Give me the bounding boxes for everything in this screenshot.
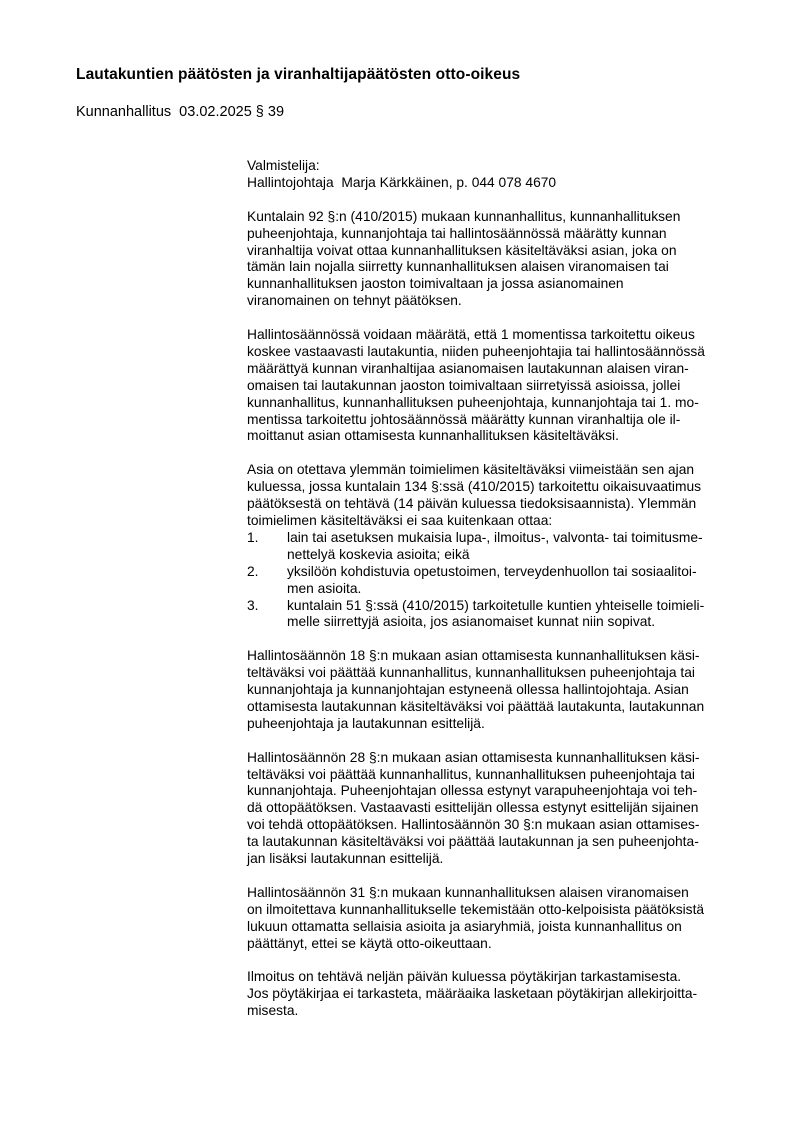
text-line: viranomainen on tehnyt päätöksen. [247,293,462,309]
text-line: teltäväksi voi päättää kunnanhallitus, kunnanhallituksen puheenjohtaja tai [247,665,695,681]
text-line: teltäväksi voi päättää kunnanhallitus, kunnanhallituksen puheenjohtaja tai [247,766,695,782]
text-line: Ilmoitus on tehtävä neljän päivän kuluessa pöytäkirjan tarkastamisesta. [247,969,682,985]
document-title: Lautakuntien päätösten ja viranhaltijapäätösten otto-oikeus [76,66,521,83]
text-line: yksilöön kohdistuvia opetustoimen, terveydenhuollon tai sosiaalitoi- [287,563,697,579]
text-line: melle siirrettyjä asioita, jos asianomaiset kunnat niin sopivat. [287,614,656,630]
paragraph-hallintosaanto-18 [247,648,757,733]
paragraph-maaraaika-intro [247,462,757,530]
list-item-text [287,598,757,632]
text-line: kuntalain 51 §:ssä (410/2015) tarkoitetulle kuntien yhteiselle toimieli- [287,597,705,613]
text-line: lukuun ottamatta sellaisia asioita ja asiaryhmiä, joista kunnanhallitus on [247,918,682,934]
text-line: Hallintojohtaja Marja Kärkkäinen, p. 044 078 4670 [247,174,557,190]
text-line: ottamisesta lautakunnan käsiteltäväksi voi päättää lautakunta, lautakunnan [247,698,705,714]
text-line: voi tehdä ottopäätöksen. Hallintosäännön 30 §:n mukaan asian ottamises- [247,817,700,833]
text-line: nettelyä koskevia asioita; eikä [287,546,470,562]
text-line: Asia on otettava ylemmän toimielimen käsiteltäväksi viimeistään sen ajan [247,462,695,478]
text-line: moittanut asian ottamisesta kunnanhallituksen käsiteltäväksi. [247,428,619,444]
text-line: määrättyä kunnan viranhaltijaa asianomaisen lautakunnan alaisen viran- [247,360,689,376]
paragraph-kuntalaki-92 [247,209,757,310]
text-line: päättänyt, ettei se käytä otto-oikeuttaan. [247,935,492,951]
text-line: koskee vastaavasti lautakuntia, niiden puheenjohtajia tai hallintosäännössä [247,343,705,359]
text-line: kunnanjohtaja. Puheenjohtajan ollessa estynyt varapuheenjohtaja voi teh- [247,783,698,799]
text-line: mentissa tarkoitettu johtosäännössä määrätty kunnan viranhaltija ole il- [247,411,681,427]
paragraph-hallintosaanto-28-30 [247,750,757,868]
text-line: Hallintosäännössä voidaan määrätä, että 1 momentissa tarkoitettu oikeus [247,327,695,343]
list-item-number: 1. [247,529,259,545]
text-line: toimielimen käsiteltäväksi ei saa kuitenkaan ottaa: [247,512,553,528]
list-item [247,530,757,564]
list-item [247,564,757,598]
paragraph-hallintosaanto-31 [247,885,757,953]
text-line: dä ottopäätöksen. Vastaavasti esittelijän ollessa estynyt esittelijän sijainen [247,800,699,816]
text-line: omaisen tai lautakunnan jaoston toimivaltaan siirretyissä asioissa, jollei [247,377,681,393]
text-line: puheenjohtaja, kunnanjohtaja tai hallintosäännössä määrätty kunnan [247,225,667,241]
excluded-matters-list [247,530,757,631]
text-line: ta lautakunnan käsiteltäväksi voi päättää lautakunnan ja sen puheenjohta- [247,834,699,850]
text-line: lain tai asetuksen mukaisia lupa-, ilmoitus-, valvonta- tai toimitusme- [287,529,703,545]
text-line: men asioita. [287,580,362,596]
text-line: viranhaltija voivat ottaa kunnanhallituksen käsiteltäväksi asian, joka on [247,242,677,258]
text-line: Hallintosäännön 31 §:n mukaan kunnanhallituksen alaisen viranomaisen [247,884,689,900]
text-line: Hallintosäännön 18 §:n mukaan asian ottamisesta kunnanhallituksen käsi- [247,648,700,664]
text-line: Valmistelija: [247,158,320,173]
document-header-line: Kunnanhallitus 03.02.2025 § 39 [76,104,285,120]
text-line: jan lisäksi lautakunnan esittelijä. [247,851,444,867]
text-line: kunnanjohtaja ja kunnanjohtajan estyneenä ollessa hallintojohtaja. Asian [247,682,689,698]
paragraph-hallintosaanto-maarays [247,327,757,445]
text-line: misesta. [247,1003,299,1019]
text-line: kunnanhallituksen jaoston toimivaltaan ja jossa asianomainen [247,276,624,292]
paragraph-ilmoitus-maaraaika [247,969,757,1020]
list-item-number: 2. [247,563,259,579]
list-item-text [287,564,757,598]
document-body [247,158,757,1037]
list-item [247,598,757,632]
text-line: kunnanhallitus, kunnanhallituksen puheenjohtaja, kunnanjohtaja tai 1. mo- [247,394,699,410]
text-line: kuluessa, jossa kuntalain 134 §:ssä (410/2015) tarkoitettu oikaisuvaatimus [247,479,702,495]
preparer-block [247,158,757,192]
text-line: päätöksestä on tehtävä (14 päivän kuluessa tiedoksisaannista). Ylemmän [247,496,697,512]
text-line: Kuntalain 92 §:n (410/2015) mukaan kunnanhallitus, kunnanhallituksen [247,208,681,224]
list-item-text [287,530,757,564]
text-line: on ilmoitettava kunnanhallitukselle tekemistään otto-kelpoisista päätöksistä [247,901,705,917]
text-line: Jos pöytäkirjaa ei tarkasteta, määräaika lasketaan pöytäkirjan allekirjoitta- [247,986,698,1002]
text-line: Hallintosäännön 28 §:n mukaan asian ottamisesta kunnanhallituksen käsi- [247,749,700,765]
text-line: puheenjohtaja ja lautakunnan esittelijä. [247,715,485,731]
list-item-number: 3. [247,597,259,613]
text-line: tämän lain nojalla siirretty kunnanhallituksen alaisen viranomaisen tai [247,259,669,275]
